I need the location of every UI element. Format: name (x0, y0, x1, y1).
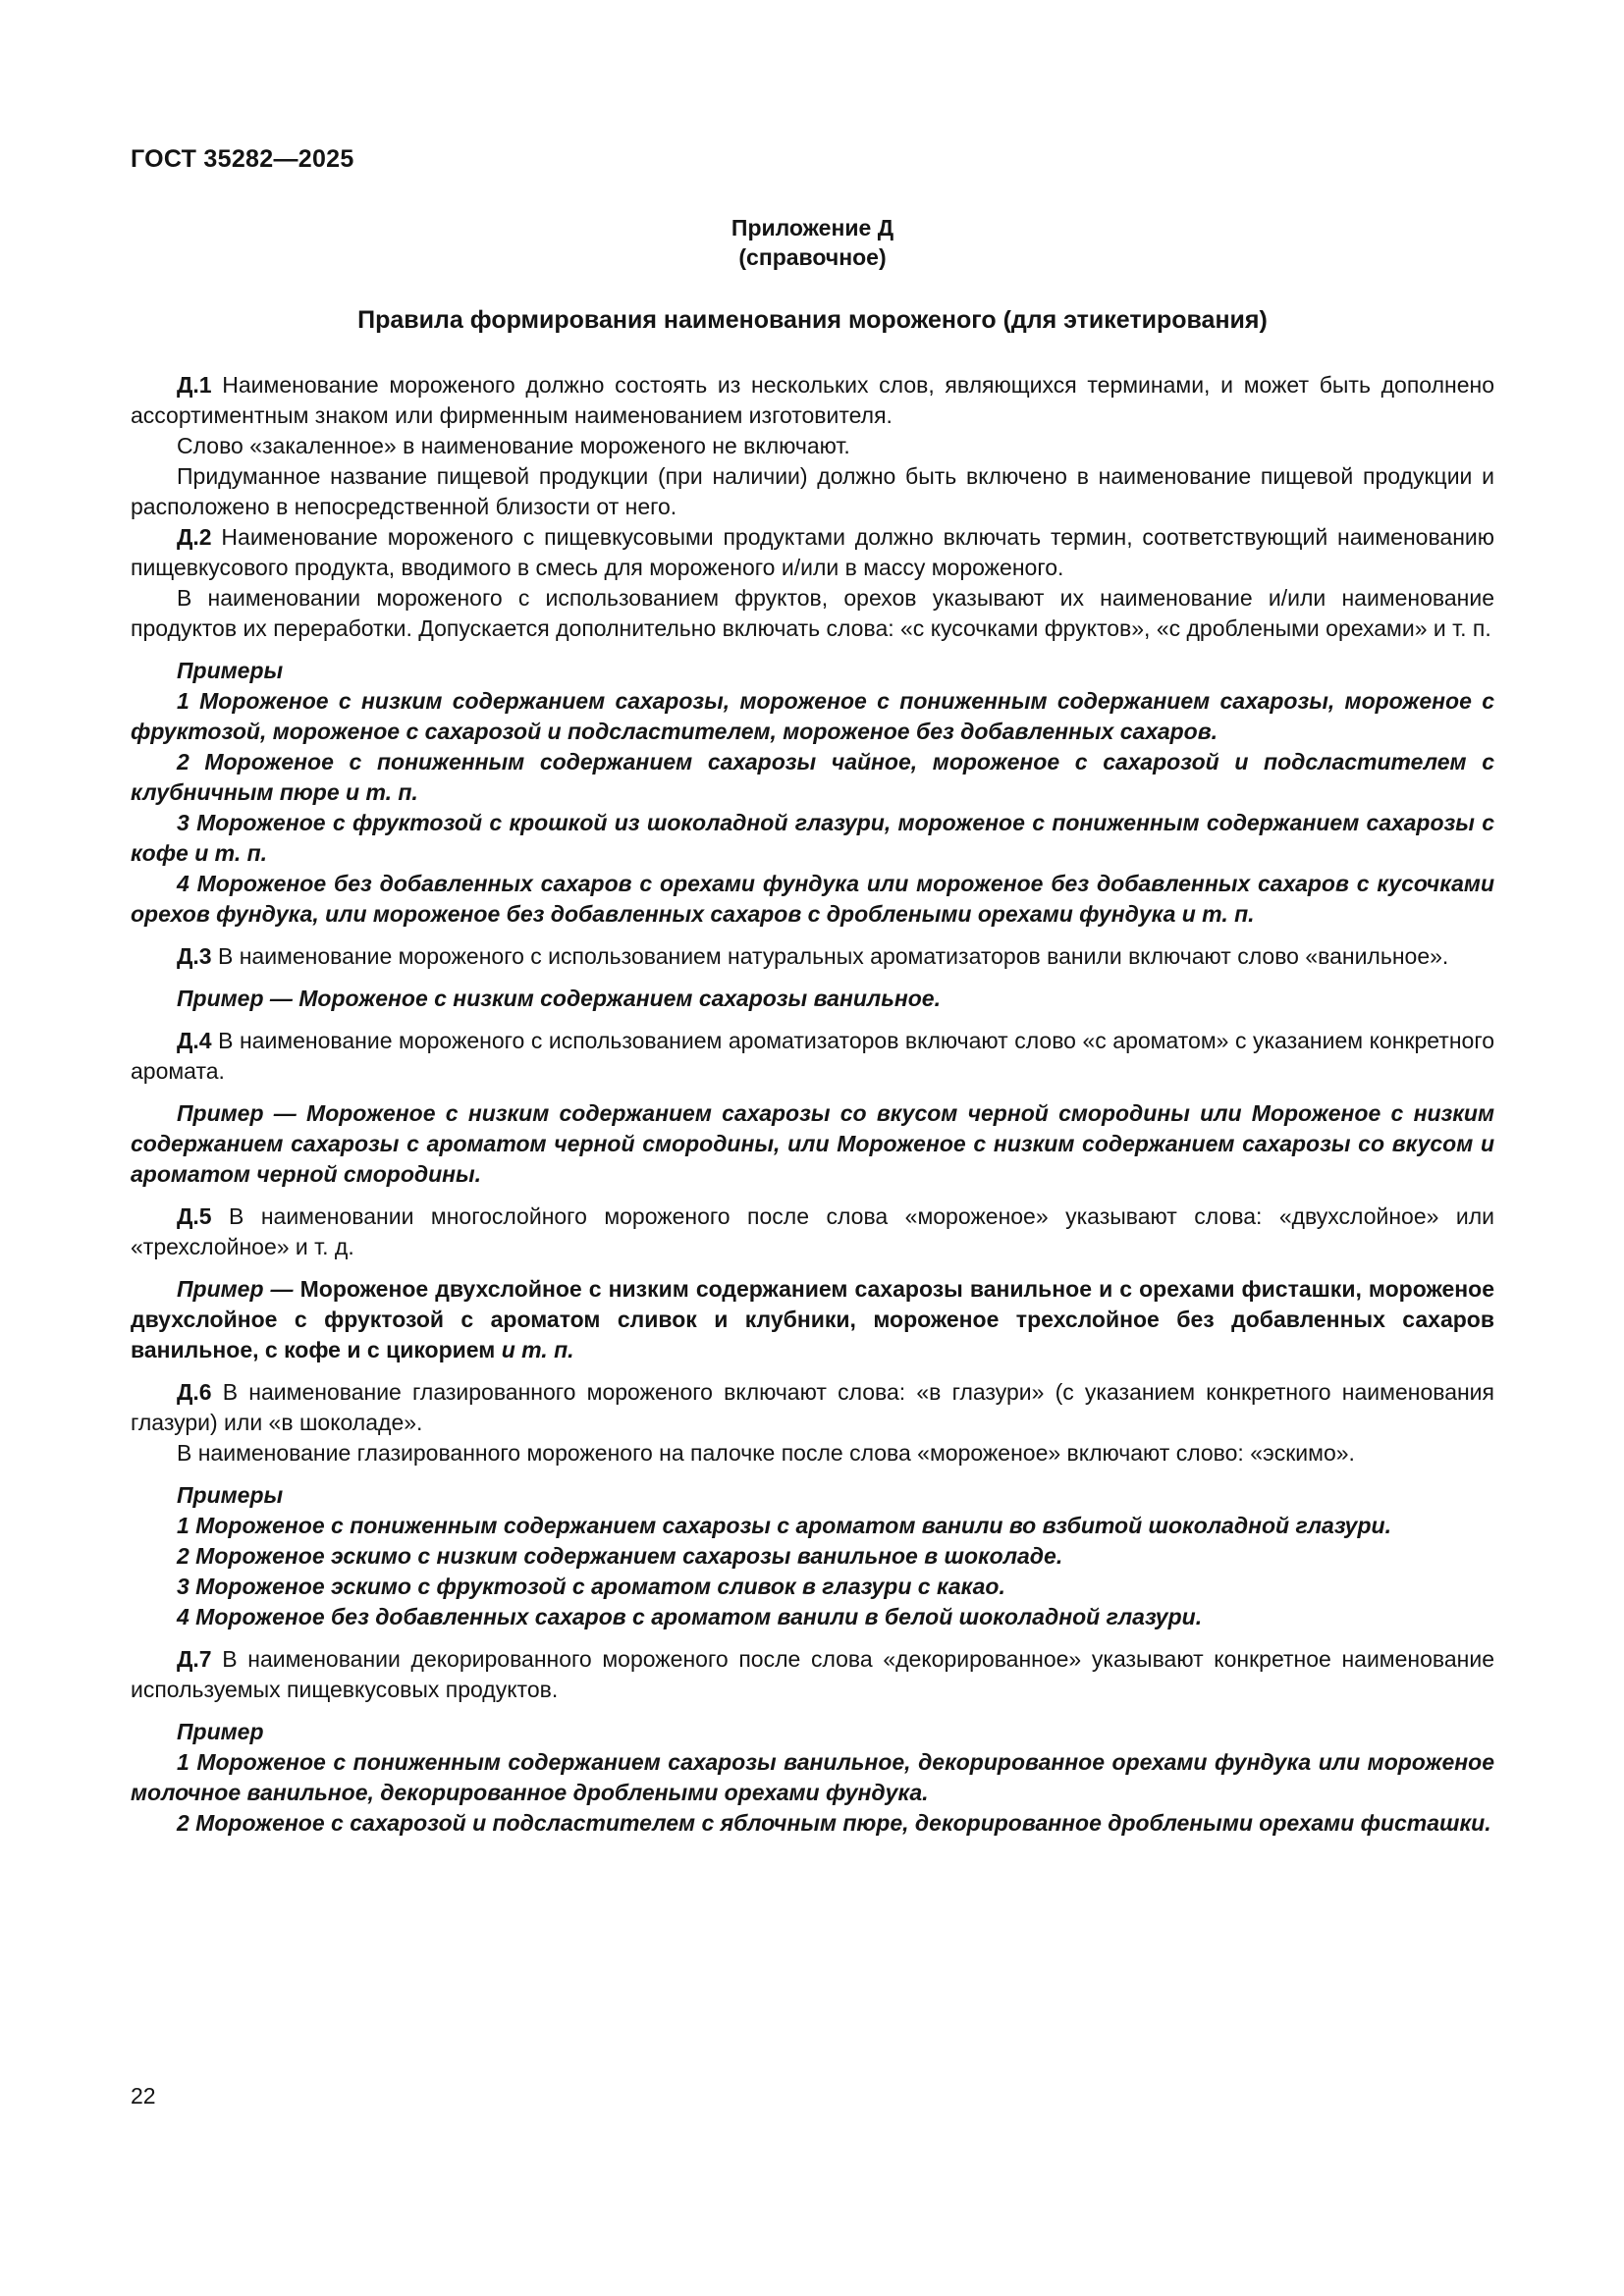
paragraph (131, 1438, 1494, 1468)
text-segment: Примеры (177, 1482, 284, 1508)
doc-number: ГОСТ 35282—2025 (131, 145, 354, 173)
text-segment: Пример — (177, 1276, 300, 1302)
text-segment: 1 Мороженое с низким содержанием сахарозы, мороженое с пониженным содержанием сахарозы, мороженое с фруктозой, мороженое с сахарозой и подсластителем, мороженое без добавленных сахаров. (131, 688, 1494, 744)
example-paragraph (131, 1511, 1494, 1541)
text-segment: и т. п. (501, 1337, 574, 1362)
example-paragraph (131, 686, 1494, 747)
example-paragraph (131, 747, 1494, 808)
example-paragraph (131, 1747, 1494, 1808)
example-paragraph (131, 808, 1494, 869)
example-paragraph (131, 1572, 1494, 1602)
text-segment: Д.1 (177, 372, 212, 398)
paragraph (131, 370, 1494, 431)
annex-title: Правила формирования наименования мороженого (для этикетирования) (357, 306, 1268, 334)
paragraph (131, 583, 1494, 644)
paragraph (131, 941, 1494, 972)
example-paragraph (131, 1808, 1494, 1839)
text-segment: 4 Мороженое без добавленных сахаров с ароматом ванили в белой шоколадной глазури. (177, 1604, 1203, 1629)
text-segment: Пример — Мороженое с низким содержанием сахарозы ванильное. (177, 986, 941, 1011)
text-segment: В наименование глазированного мороженого включают слова: «в глазури» (с указанием конкретного наименования глазури) или «в шоколаде». (131, 1379, 1494, 1435)
text-segment: Д.2 (177, 524, 212, 550)
text-segment: Д.4 (177, 1028, 212, 1053)
text-segment: Наименование мороженого с пищевкусовыми продуктами должно включать термин, соответствующий наименованию пищевкусового продукта, вводимого в смесь для мороженого и/или в массу мороженого. (131, 524, 1494, 580)
example-paragraph (131, 869, 1494, 930)
text-segment: В наименовании декорированного мороженого после слова «декорированное» указывают конкретное наименование используемых пищевкусовых продуктов. (131, 1646, 1494, 1702)
paragraph (131, 1026, 1494, 1087)
annex-label: Приложение Д (731, 215, 894, 240)
text-segment: 2 Мороженое с сахарозой и подсластителем с яблочным пюре, декорированное дроблеными орехами фисташки. (177, 1810, 1491, 1836)
text-segment: В наименовании мороженого с использованием фруктов, орехов указывают их наименование и/или наименование продуктов их переработки. Допускается дополнительно включать слова: «с кусочками фруктов», «с дроблеными орехами» и т. п. (131, 585, 1494, 641)
example-paragraph (131, 984, 1494, 1014)
example-paragraph (131, 1480, 1494, 1511)
text-segment: Наименование мороженого должно состоять из нескольких слов, являющихся терминами, и может быть дополнено ассортиментным знаком или фирменным наименованием изготовителя. (131, 372, 1494, 428)
paragraph (131, 1377, 1494, 1438)
document-body (131, 370, 1494, 1839)
text-segment: Пример — Мороженое с низким содержанием сахарозы со вкусом черной смородины или Мороженое с низким содержанием сахарозы с ароматом черной смородины, или Мороженое с низким содержанием сахарозы со вкусом и ароматом черной смородины. (131, 1100, 1494, 1187)
text-segment: 1 Мороженое с пониженным содержанием сахарозы ванильное, декорированное орехами фундука или мороженое молочное ванильное, декорированное дроблеными орехами фундука. (131, 1749, 1494, 1805)
text-segment: В наименование мороженого с использованием ароматизаторов включают слово «с ароматом» с указанием конкретного аромата. (131, 1028, 1494, 1084)
example-paragraph (131, 1717, 1494, 1747)
paragraph (131, 1644, 1494, 1705)
example-paragraph (131, 1098, 1494, 1190)
paragraph (131, 431, 1494, 461)
annex-kind: (справочное) (738, 244, 887, 270)
text-segment: В наименование мороженого с использованием натуральных ароматизаторов ванили включают слово «ванильное». (211, 943, 1449, 969)
text-segment: 2 Мороженое эскимо с низким содержанием сахарозы ванильное в шоколаде. (177, 1543, 1063, 1569)
text-segment: Слово «закаленное» в наименование мороженого не включают. (177, 433, 850, 458)
example-paragraph (131, 1274, 1494, 1365)
text-segment: 3 Мороженое эскимо с фруктозой с ароматом сливок в глазури с какао. (177, 1574, 1005, 1599)
text-segment: Д.5 (177, 1203, 212, 1229)
text-segment: 2 Мороженое с пониженным содержанием сахарозы чайное, мороженое с сахарозой и подсластителем с клубничным пюре и т. п. (131, 749, 1494, 805)
paragraph (131, 461, 1494, 522)
text-segment: 3 Мороженое с фруктозой с крошкой из шоколадной глазури, мороженое с пониженным содержанием сахарозы с кофе и т. п. (131, 810, 1494, 866)
text-segment: Примеры (177, 658, 284, 683)
text-segment: Придуманное название пищевой продукции (при наличии) должно быть включено в наименование пищевой продукции и расположено в непосредственной близости от него. (131, 463, 1494, 519)
text-segment: В наименовании многослойного мороженого после слова «мороженое» указывают слова: «двухслойное» или «трехслойное» и т. д. (131, 1203, 1494, 1259)
example-paragraph (131, 656, 1494, 686)
example-paragraph (131, 1602, 1494, 1632)
text-segment: В наименование глазированного мороженого на палочке после слова «мороженое» включают слово: «эскимо». (177, 1440, 1355, 1466)
text-segment: Пример (177, 1719, 264, 1744)
text-segment: Д.3 (177, 943, 212, 969)
page-number: 22 (131, 2083, 156, 2109)
text-segment: Мороженое двухслойное с низким содержанием сахарозы ванильное и с орехами фисташки, мороженое двухслойное с фруктозой с ароматом сливок и клубники, мороженое трехслойное без добавленных сахаров ванильное, с кофе и с цикорием (131, 1276, 1494, 1362)
paragraph (131, 1201, 1494, 1262)
text-segment: 4 Мороженое без добавленных сахаров с орехами фундука или мороженое без добавленных сахаров с кусочками орехов фундука, или мороженое без добавленных сахаров с дроблеными орехами фундука и т. п. (131, 871, 1494, 927)
example-paragraph (131, 1541, 1494, 1572)
paragraph (131, 522, 1494, 583)
text-segment: Д.6 (177, 1379, 212, 1405)
text-segment: Д.7 (177, 1646, 212, 1672)
text-segment: 1 Мороженое с пониженным содержанием сахарозы с ароматом ванили во взбитой шоколадной глазури. (177, 1513, 1391, 1538)
